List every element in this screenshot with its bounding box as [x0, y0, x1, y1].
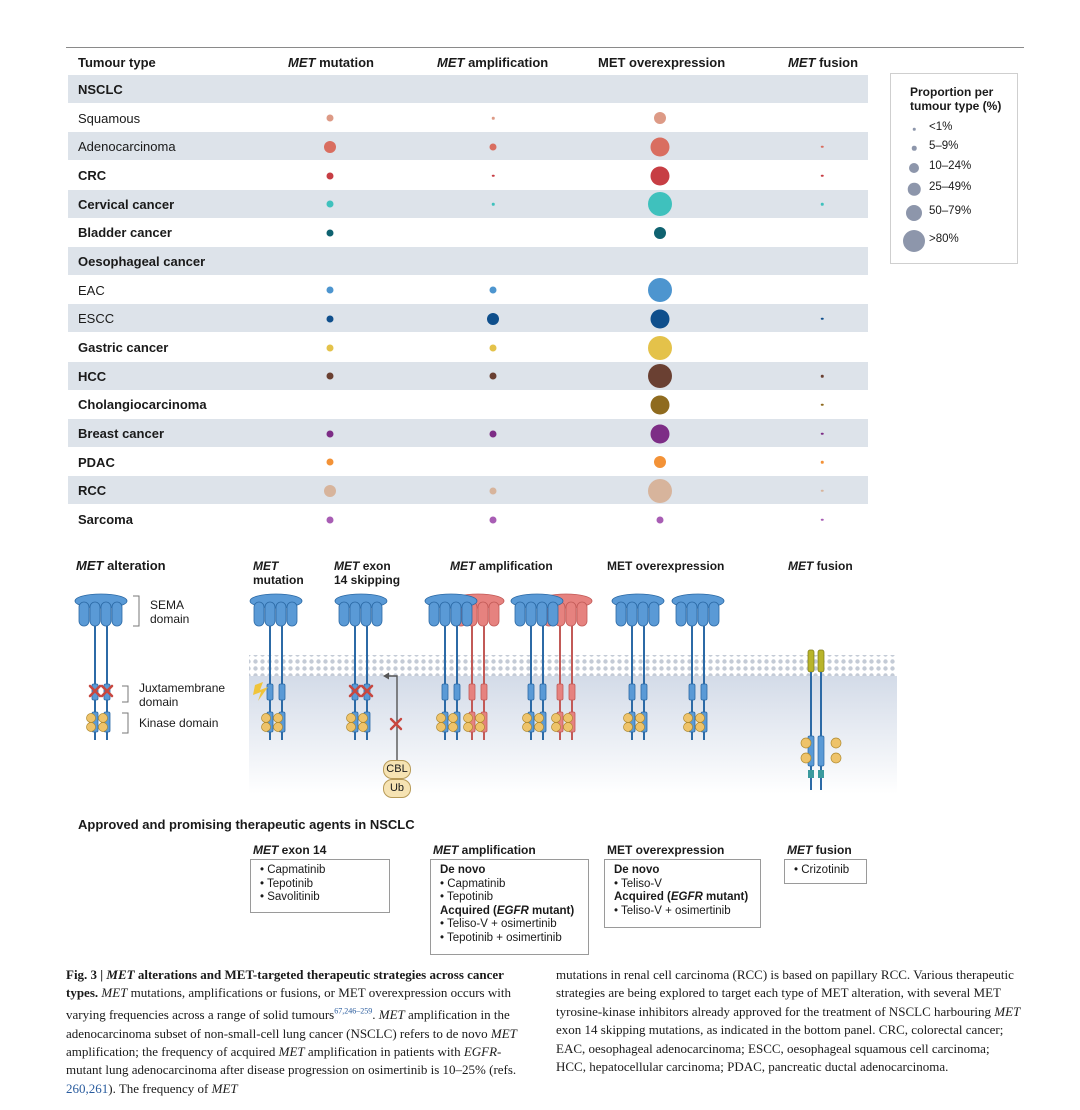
- sema-lobe: [515, 602, 525, 626]
- phospho-icon: [262, 723, 271, 732]
- juxtamembrane-domain: [469, 684, 475, 700]
- juxta-bracket: [122, 686, 128, 702]
- caption-right: [556, 966, 1022, 1076]
- phospho-icon: [696, 723, 705, 732]
- frequency-bubble: [821, 490, 824, 493]
- fusion-tail: [818, 770, 824, 778]
- juxtamembrane-domain: [701, 684, 707, 700]
- fusion-kinase: [818, 736, 824, 766]
- frequency-bubble: [492, 174, 495, 177]
- phospho-icon: [347, 723, 356, 732]
- tumour-label: Cholangiocarcinoma: [78, 397, 207, 413]
- table-row: [68, 132, 868, 160]
- drug-item: • Capmatinib: [440, 877, 506, 890]
- amp-box: [430, 859, 589, 955]
- tumour-label: Cervical cancer: [78, 196, 175, 212]
- phospho-icon: [437, 723, 446, 732]
- sema-lobe: [566, 602, 576, 626]
- table-row: [68, 362, 868, 390]
- kinase-label: Kinase domain: [139, 716, 219, 730]
- frequency-bubble: [324, 141, 336, 153]
- amp-head: MET amplification: [433, 843, 536, 857]
- tumour-label: RCC: [78, 483, 107, 499]
- juxtamembrane-domain: [442, 684, 448, 700]
- frequency-bubble: [327, 344, 334, 351]
- sema-lobe: [287, 602, 297, 626]
- caption-left-body: MET mutations, amplifications or fusions, or MET overexpression occurs with varying frequencies across a range of solid tumours$^{67,246-259}$. MET amplification in the adenocarcinoma subset of non-small-cell lung cancer (NSCLC) refers to de novo MET amplification; the frequency of acquired MET amplification in patients with EGFR-mutant lung adenocarcinoma after disease progression on osimertinib is 10–25% (refs. 260,261). The frequency of MET: [66, 985, 517, 1096]
- phospho-icon: [476, 714, 485, 723]
- caption-title: Fig. 3 | MET alterations and MET-targeted therapeutic strategies across cancer types.: [66, 967, 504, 1001]
- header-met-fusion: MET fusion: [788, 55, 859, 70]
- sema-lobe: [265, 602, 275, 626]
- denovo-label: De novo: [440, 864, 486, 876]
- drug-item: • Tepotinib + osimertinib: [440, 931, 562, 944]
- sema-lobe: [372, 602, 382, 626]
- drug-item: • Teliso-V + osimertinib: [614, 904, 731, 917]
- juxtamembrane-domain: [528, 684, 534, 700]
- frequency-bubble: [648, 364, 672, 388]
- tumour-label: Sarcoma: [78, 512, 133, 528]
- sema-lobe: [350, 602, 360, 626]
- table-row: [68, 390, 868, 418]
- phospho-icon: [535, 714, 544, 723]
- caption-right-body: mutations in renal cell carcinoma (RCC) is based on papillary RCC. Various therapeutic strategies are being explored to target each type of MET alteration, with several MET tyrosine-kinase inhibitors already approved for the treatment of NSCLC harbouring MET exon 14 skipping mutations, as indicated in the bottom panel. CRC, colorectal cancer; EAC, oesophageal adenocarcinoma; ESCC, oesophageal squamous cell carcinoma; HCC, hepatocellular carcinoma; PDAC, pancreatic ductal adenocarcinoma.: [556, 967, 1021, 1075]
- phospho-icon: [359, 714, 368, 723]
- juxtamembrane-domain: [641, 684, 647, 700]
- juxta-label: Juxtamembrane domain: [139, 681, 226, 709]
- legend: [890, 73, 1018, 264]
- phospho-icon: [624, 723, 633, 732]
- tumour-label: Squamous: [78, 110, 141, 126]
- legend-title: Proportion per tumour type (%): [910, 85, 1002, 113]
- frequency-bubble: [490, 430, 497, 437]
- col-label-exon14: MET exon 14 skipping: [334, 559, 401, 587]
- frequency-bubble: [821, 518, 824, 521]
- phospho-icon: [564, 723, 573, 732]
- frequency-bubble: [648, 278, 672, 302]
- sema-lobe: [101, 602, 111, 626]
- phospho-icon: [831, 753, 841, 763]
- frequency-bubble: [490, 487, 497, 494]
- sema-lobe: [276, 602, 286, 626]
- tumour-label: Breast cancer: [78, 426, 164, 442]
- col-label-fusion: MET fusion: [788, 559, 853, 573]
- frequency-bubble: [490, 143, 497, 150]
- phospho-icon: [274, 723, 283, 732]
- legend-item: >80%: [929, 233, 959, 245]
- alteration-title: MET alteration: [76, 558, 166, 573]
- frequency-bubble: [487, 313, 499, 325]
- juxtamembrane-domain: [279, 684, 285, 700]
- tumour-label: NSCLC: [78, 82, 123, 97]
- denovo-label: De novo: [614, 864, 660, 876]
- table-row: [68, 161, 868, 189]
- juxtamembrane-domain: [540, 684, 546, 700]
- frequency-bubble: [821, 174, 824, 177]
- acquired-label: Acquired (EGFR mutant): [440, 904, 575, 917]
- frequency-bubble: [327, 287, 334, 294]
- table-row: [68, 476, 868, 504]
- juxtamembrane-domain: [454, 684, 460, 700]
- table-row: [68, 505, 868, 533]
- sema-bracket: [133, 596, 139, 626]
- phospho-icon: [523, 714, 532, 723]
- phospho-icon: [99, 723, 108, 732]
- legend-item: <1%: [929, 121, 953, 133]
- frequency-bubble: [492, 203, 495, 206]
- header-met-mutation: MET mutation: [288, 55, 374, 70]
- phospho-icon: [831, 738, 841, 748]
- phospho-icon: [696, 714, 705, 723]
- fusion-head: MET fusion: [787, 843, 852, 857]
- tumour-label: ESCC: [78, 311, 115, 327]
- phospho-icon: [564, 714, 573, 723]
- legend-item: 5–9%: [929, 140, 959, 152]
- table-row: [68, 104, 868, 132]
- kinase-bracket: [122, 713, 128, 733]
- juxtamembrane-domain: [557, 684, 563, 700]
- legend-item: 10–24%: [929, 160, 972, 172]
- frequency-bubble: [648, 336, 672, 360]
- juxtamembrane-domain: [481, 684, 487, 700]
- phospho-icon: [801, 738, 811, 748]
- acquired-label: Acquired (EGFR mutant): [614, 891, 749, 903]
- table-row: [68, 247, 868, 275]
- tumour-label: PDAC: [78, 454, 115, 470]
- drug-item: • Savolitinib: [260, 891, 320, 903]
- table-row: [68, 333, 868, 361]
- phospho-icon: [636, 714, 645, 723]
- tumour-label: Adenocarcinoma: [78, 139, 176, 155]
- frequency-bubble: [654, 112, 666, 124]
- frequency-bubble: [490, 287, 497, 294]
- frequency-bubble: [327, 373, 334, 380]
- sema-lobe: [429, 602, 439, 626]
- frequency-bubble: [821, 203, 824, 206]
- frequency-bubble: [821, 404, 824, 407]
- phospho-icon: [624, 714, 633, 723]
- frequency-bubble: [490, 373, 497, 380]
- caption-left: [66, 966, 534, 1098]
- frequency-bubble: [654, 227, 666, 239]
- table-row: [68, 75, 868, 103]
- frequency-bubble: [821, 318, 824, 321]
- fusion-tail: [808, 770, 814, 778]
- table-row: [68, 304, 868, 332]
- frequency-bubble: [327, 516, 334, 523]
- sema-lobe: [676, 602, 686, 626]
- phospho-icon: [87, 723, 96, 732]
- sema-lobe: [478, 602, 488, 626]
- sema-lobe: [638, 602, 648, 626]
- col-label-exon14-text: exon 14 skipping: [334, 559, 401, 587]
- tumour-label: CRC: [78, 168, 107, 183]
- agents-title: Approved and promising therapeutic agents in NSCLC: [78, 817, 415, 832]
- drug-item: • Teliso-V: [614, 877, 662, 890]
- frequency-bubble: [821, 432, 824, 435]
- juxtamembrane-domain: [629, 684, 635, 700]
- sema-lobe: [698, 602, 708, 626]
- sema-lobe: [537, 602, 547, 626]
- phospho-icon: [636, 723, 645, 732]
- juxtamembrane-domain: [689, 684, 695, 700]
- frequency-bubble: [821, 146, 824, 149]
- tumour-label: Oesophageal cancer: [78, 254, 206, 270]
- phospho-icon: [87, 714, 96, 723]
- tumour-label: Gastric cancer: [78, 340, 169, 356]
- col-label-amplification: MET amplification: [450, 559, 553, 573]
- sema-lobe: [462, 602, 472, 626]
- phospho-icon: [359, 723, 368, 732]
- cbl-label: CBL: [383, 760, 411, 779]
- frequency-bubble: [654, 456, 666, 468]
- frequency-bubble: [324, 485, 336, 497]
- drug-item: • Crizotinib: [794, 864, 850, 876]
- sema-lobe: [79, 602, 89, 626]
- frequency-bubble: [657, 516, 664, 523]
- legend-swatch: [906, 205, 922, 221]
- header-met-amplification: MET amplification: [437, 55, 549, 70]
- table-row: [68, 276, 868, 304]
- phospho-icon: [274, 714, 283, 723]
- frequency-bubble: [490, 344, 497, 351]
- phospho-icon: [437, 714, 446, 723]
- phospho-icon: [552, 723, 561, 732]
- frequency-bubble: [327, 430, 334, 437]
- sema-lobe: [548, 602, 558, 626]
- phospho-icon: [262, 714, 271, 723]
- frequency-bubble: [327, 459, 334, 466]
- over-head: MET overexpression: [607, 843, 725, 857]
- sema-lobe: [649, 602, 659, 626]
- frequency-bubble: [821, 461, 824, 464]
- tumour-label: EAC: [78, 282, 105, 298]
- legend-swatch: [913, 128, 916, 131]
- sema-lobe: [577, 602, 587, 626]
- drug-item: • Tepotinib: [440, 891, 494, 903]
- legend-swatch: [908, 183, 921, 196]
- tumour-label: Bladder cancer: [78, 225, 172, 241]
- sema-lobe: [339, 602, 349, 626]
- exon14-head: MET exon 14: [253, 843, 327, 857]
- phospho-icon: [464, 714, 473, 723]
- sema-lobe: [526, 602, 536, 626]
- legend-item: 50–79%: [929, 205, 972, 217]
- frequency-bubble: [821, 375, 824, 378]
- frequency-bubble: [651, 137, 670, 156]
- col-label-met-mutation: MET mutation: [253, 559, 304, 587]
- phospho-icon: [449, 714, 458, 723]
- over-box: [604, 859, 761, 928]
- phospho-icon: [476, 723, 485, 732]
- frequency-bubble: [648, 479, 672, 503]
- frequency-bubble: [651, 395, 670, 414]
- table-row: [68, 419, 868, 447]
- frequency-bubble: [327, 201, 334, 208]
- phospho-icon: [99, 714, 108, 723]
- table-row: [68, 218, 868, 246]
- sema-lobe: [112, 602, 122, 626]
- sema-label: SEMA domain: [150, 598, 190, 626]
- legend-item: 25–49%: [929, 181, 972, 193]
- juxtamembrane-domain: [569, 684, 575, 700]
- table-header: [0, 55, 1080, 75]
- drug-item: • Tepotinib: [260, 877, 314, 890]
- sema-lobe: [627, 602, 637, 626]
- tumour-label: HCC: [78, 368, 107, 384]
- fusion-partner: [808, 650, 814, 672]
- drug-item: • Capmatinib: [260, 864, 326, 876]
- frequency-bubble: [327, 315, 334, 322]
- fusion-partner: [818, 650, 824, 672]
- table-row: [68, 448, 868, 476]
- phospho-icon: [552, 714, 561, 723]
- phospho-icon: [684, 714, 693, 723]
- frequency-bubble: [490, 516, 497, 523]
- sema-lobe: [451, 602, 461, 626]
- frequency-bubble: [651, 309, 670, 328]
- sema-lobe: [90, 602, 100, 626]
- header-met-overexpression: MET overexpression: [598, 55, 726, 70]
- frequency-bubble: [327, 229, 334, 236]
- sema-lobe: [687, 602, 697, 626]
- sema-lobe: [361, 602, 371, 626]
- legend-swatch: [909, 163, 919, 173]
- legend-swatch: [912, 146, 917, 151]
- legend-swatch: [903, 230, 925, 252]
- juxtamembrane-domain: [267, 684, 273, 700]
- phospho-icon: [347, 714, 356, 723]
- ub-label: Ub: [383, 779, 411, 798]
- phospho-icon: [684, 723, 693, 732]
- frequency-bubble: [327, 115, 334, 122]
- header-tumour-type: Tumour type: [78, 55, 156, 70]
- phospho-icon: [464, 723, 473, 732]
- col-label-overexpression: MET overexpression: [607, 559, 725, 573]
- sema-lobe: [616, 602, 626, 626]
- drug-item: • Teliso-V + osimertinib: [440, 918, 557, 930]
- top-rule: [66, 47, 1024, 48]
- table-row: [68, 190, 868, 218]
- phospho-icon: [449, 723, 458, 732]
- frequency-bubble: [492, 117, 495, 120]
- frequency-bubble: [648, 192, 672, 216]
- frequency-bubble: [651, 424, 670, 443]
- sema-lobe: [489, 602, 499, 626]
- met-diagram: [0, 580, 1080, 810]
- frequency-bubble: [327, 172, 334, 179]
- sema-lobe: [440, 602, 450, 626]
- phospho-icon: [523, 723, 532, 732]
- sema-lobe: [709, 602, 719, 626]
- phospho-icon: [801, 753, 811, 763]
- fusion-box: [784, 859, 867, 884]
- frequency-bubble: [651, 166, 670, 185]
- sema-lobe: [254, 602, 264, 626]
- exon14-box: [250, 859, 390, 913]
- phospho-icon: [535, 723, 544, 732]
